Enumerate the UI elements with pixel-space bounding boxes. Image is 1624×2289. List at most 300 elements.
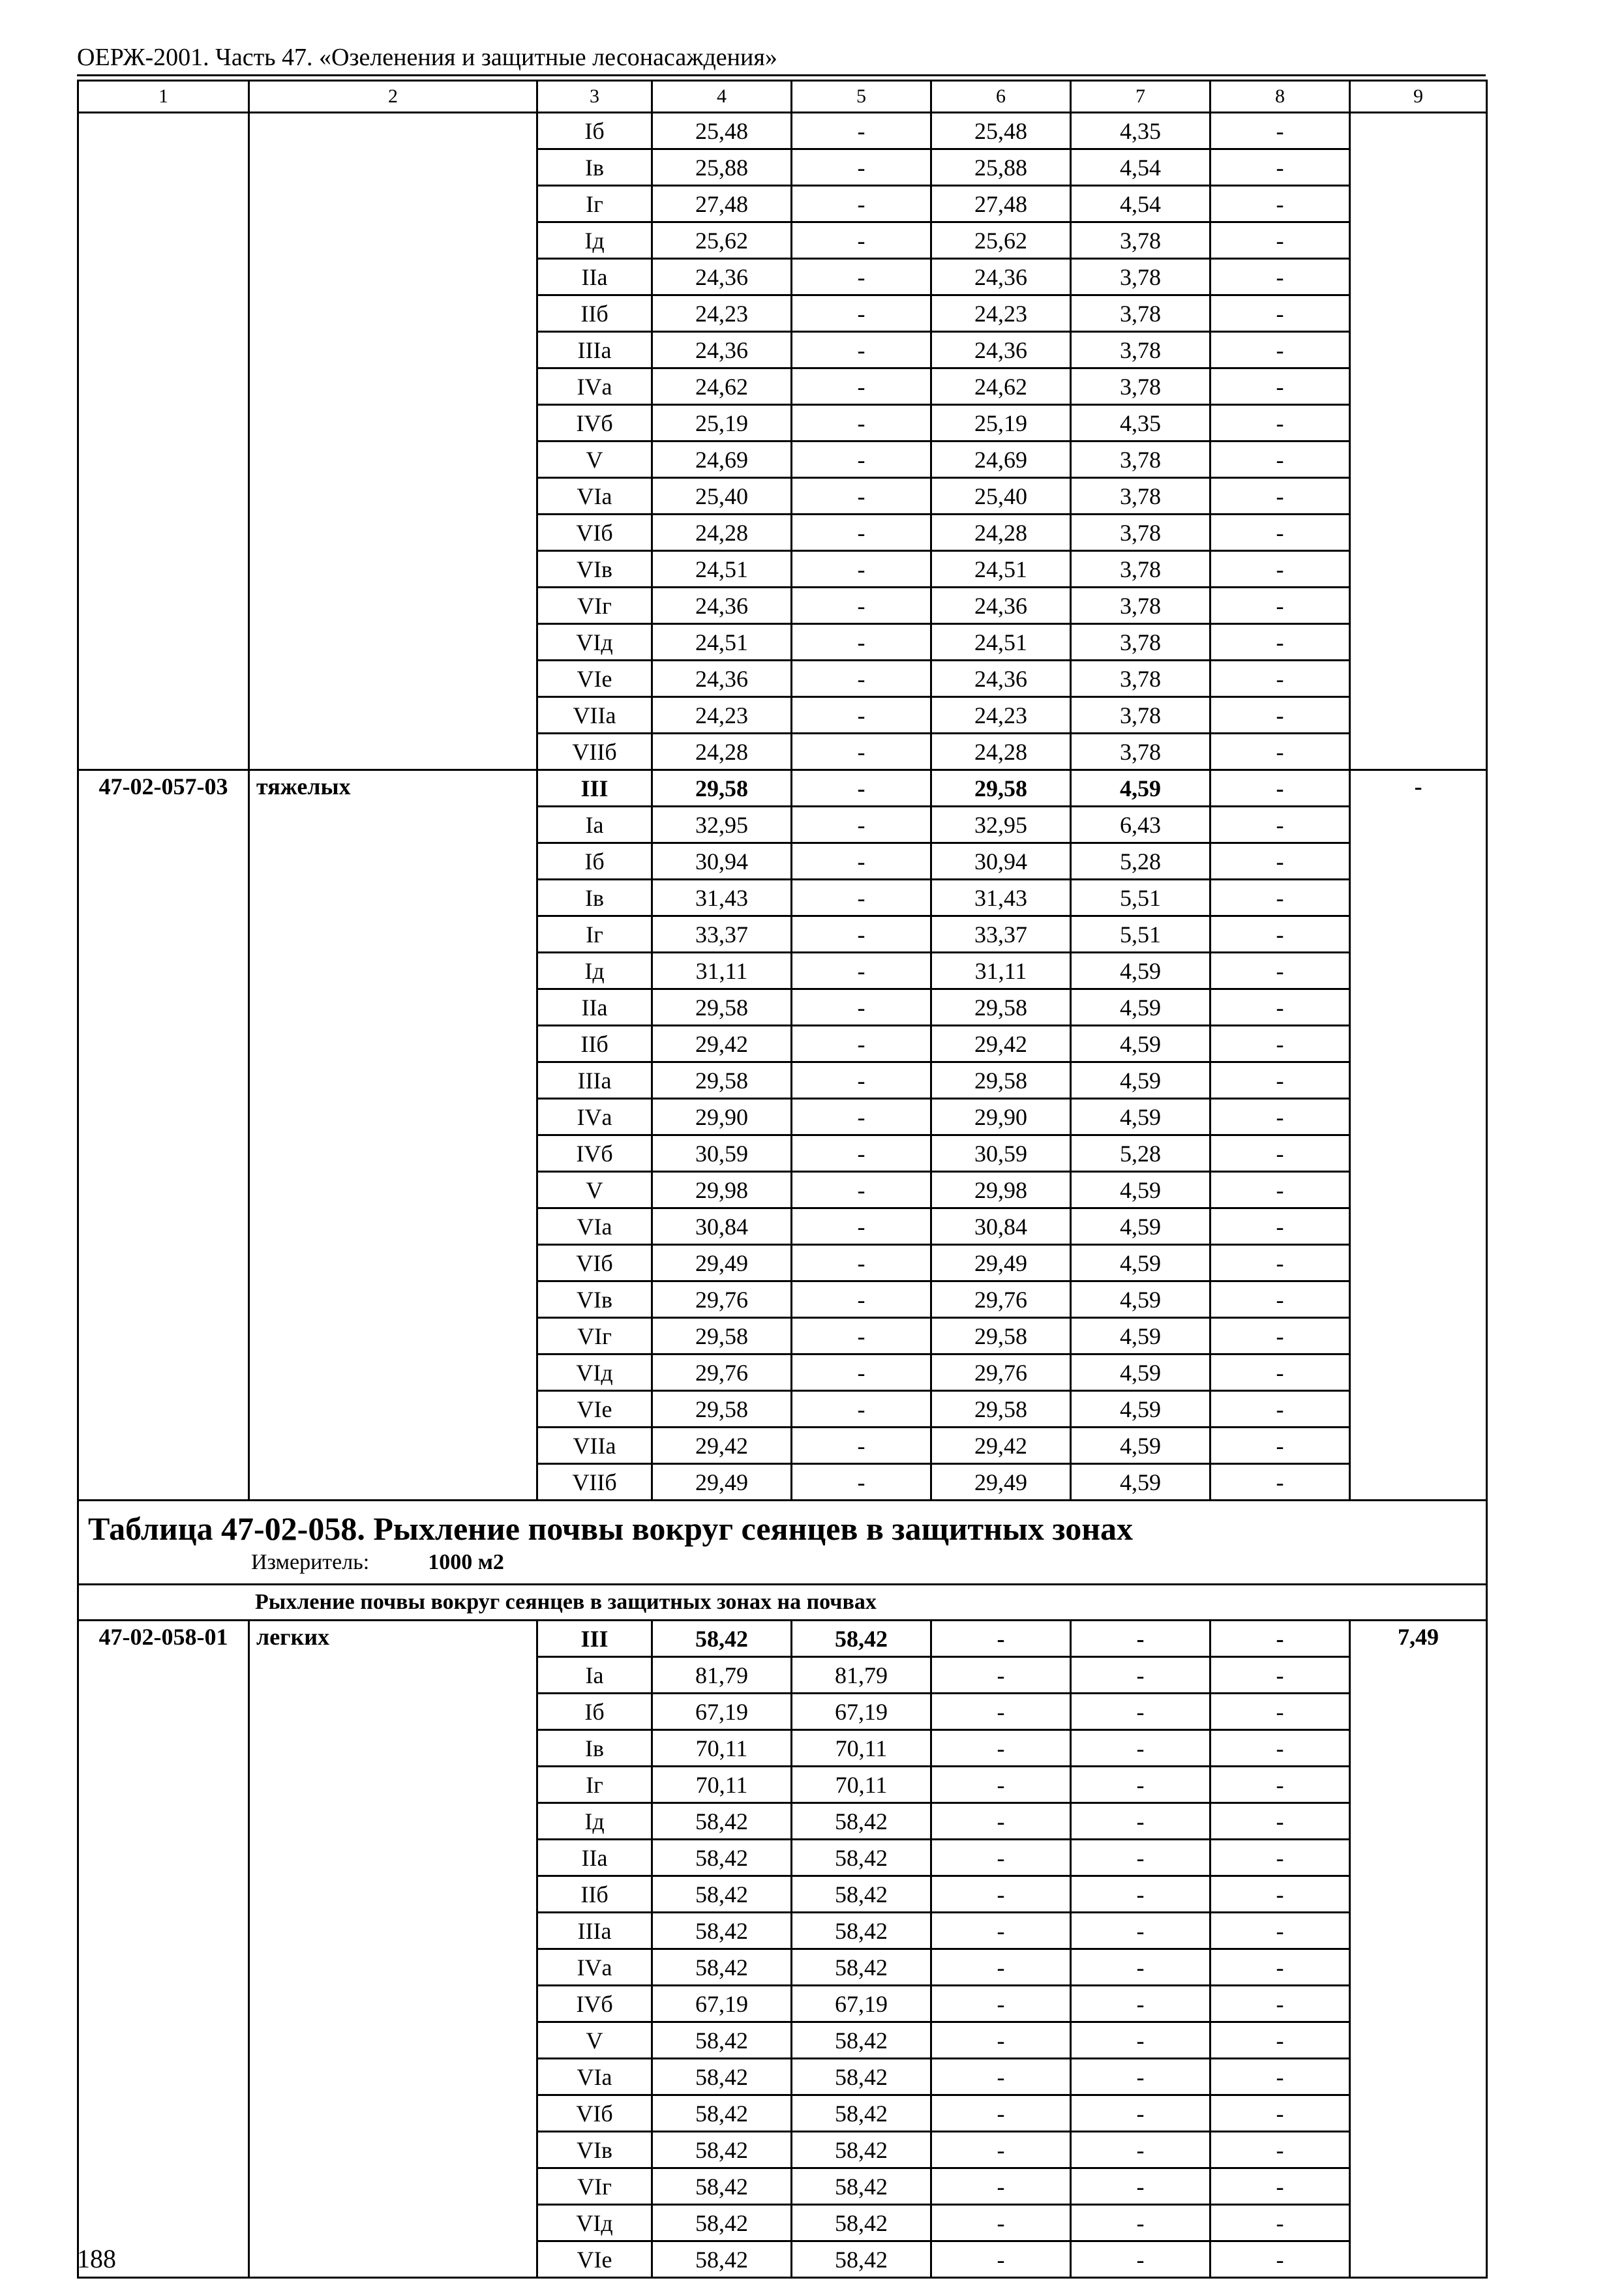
value-cell-col4: 58,42 — [652, 1949, 792, 1986]
value-cell-col8: - — [1210, 2022, 1350, 2059]
value-cell-col8: - — [1210, 368, 1350, 405]
value-cell-col4: 29,42 — [652, 1026, 792, 1062]
value-cell-col7: 4,59 — [1071, 1354, 1210, 1391]
value-cell-col8: - — [1210, 1391, 1350, 1428]
value-cell-col7: 4,59 — [1071, 1391, 1210, 1428]
zone-cell: VIIа — [537, 697, 652, 734]
value-cell-col4: 70,11 — [652, 1767, 792, 1803]
value-cell-col8: - — [1210, 222, 1350, 259]
zone-cell: Iб — [537, 843, 652, 880]
zone-cell: Iв — [537, 149, 652, 186]
value-cell-col5: 70,11 — [792, 1730, 931, 1767]
value-cell-col6: - — [931, 2241, 1071, 2278]
value-cell-col5: - — [792, 1245, 931, 1281]
zone-cell: Iа — [537, 1657, 652, 1694]
value-cell-col8: - — [1210, 551, 1350, 588]
value-cell-col5: - — [792, 1026, 931, 1062]
value-cell-col7: 3,78 — [1071, 624, 1210, 661]
value-cell-col7: 4,59 — [1071, 1062, 1210, 1099]
zone-cell: IVа — [537, 368, 652, 405]
value-cell-col4: 58,42 — [652, 2059, 792, 2095]
value-cell-col7: - — [1071, 2022, 1210, 2059]
value-cell-col6: 29,76 — [931, 1354, 1071, 1391]
table-row-head — [78, 770, 1487, 807]
value-cell-col7: 3,78 — [1071, 332, 1210, 368]
value-cell-col4: 24,36 — [652, 332, 792, 368]
value-cell-col4: 24,62 — [652, 368, 792, 405]
value-cell-col8: - — [1210, 770, 1350, 807]
value-cell-col4: 30,94 — [652, 843, 792, 880]
zone-cell: Iг — [537, 186, 652, 222]
value-cell-col7: - — [1071, 1657, 1210, 1694]
value-cell-col7: 3,78 — [1071, 441, 1210, 478]
zone-cell: IIб — [537, 1876, 652, 1913]
value-cell-col6: 31,43 — [931, 880, 1071, 916]
value-cell-col8: - — [1210, 880, 1350, 916]
value-cell-col4: 58,42 — [652, 1621, 792, 1657]
value-cell-col4: 29,76 — [652, 1354, 792, 1391]
value-cell-col8: - — [1210, 989, 1350, 1026]
value-cell-col7: 4,35 — [1071, 405, 1210, 441]
zone-cell: V — [537, 2022, 652, 2059]
value-cell-col5: 58,42 — [792, 2168, 931, 2205]
zone-cell: VIб — [537, 2095, 652, 2132]
table-title-cell — [78, 1501, 1487, 1585]
value-cell-col7: 5,28 — [1071, 843, 1210, 880]
value-cell-col8: - — [1210, 1464, 1350, 1501]
value-cell-col7: 4,59 — [1071, 953, 1210, 989]
zone-cell: Iд — [537, 953, 652, 989]
value-cell-col7: 4,54 — [1071, 186, 1210, 222]
value-cell-col6: 33,37 — [931, 916, 1071, 953]
value-cell-col6: 24,36 — [931, 661, 1071, 697]
zone-cell: VIб — [537, 1245, 652, 1281]
value-cell-col8: - — [1210, 113, 1350, 149]
value-cell-col5: - — [792, 368, 931, 405]
value-cell-col4: 24,36 — [652, 661, 792, 697]
value-cell-col6: 29,98 — [931, 1172, 1071, 1208]
value-cell-col8: - — [1210, 697, 1350, 734]
value-cell-col5: - — [792, 441, 931, 478]
value-cell-col8: - — [1210, 2241, 1350, 2278]
value-cell-col8: - — [1210, 1135, 1350, 1172]
value-cell-col6: 24,36 — [931, 588, 1071, 624]
value-cell-col5: - — [792, 332, 931, 368]
value-cell-col7: 6,43 — [1071, 807, 1210, 843]
zone-cell: VIIб — [537, 734, 652, 770]
zone-cell: Iд — [537, 222, 652, 259]
value-cell-col6: 29,49 — [931, 1245, 1071, 1281]
value-cell-col4: 81,79 — [652, 1657, 792, 1694]
value-cell-col8: - — [1210, 1621, 1350, 1657]
col9-cell: - — [1350, 770, 1487, 1501]
value-cell-col8: - — [1210, 332, 1350, 368]
value-cell-col6: 29,58 — [931, 1062, 1071, 1099]
value-cell-col5: - — [792, 551, 931, 588]
column-number-2: 2 — [249, 81, 537, 113]
value-cell-col6: 30,59 — [931, 1135, 1071, 1172]
value-cell-col5: - — [792, 843, 931, 880]
value-cell-col8: - — [1210, 916, 1350, 953]
value-cell-col7: 4,59 — [1071, 1099, 1210, 1135]
value-cell-col8: - — [1210, 734, 1350, 770]
value-cell-col5: - — [792, 1062, 931, 1099]
column-number-5: 5 — [792, 81, 931, 113]
value-cell-col4: 58,42 — [652, 1876, 792, 1913]
value-cell-col4: 29,98 — [652, 1172, 792, 1208]
value-cell-col8: - — [1210, 2095, 1350, 2132]
value-cell-col4: 24,51 — [652, 624, 792, 661]
value-cell-col8: - — [1210, 186, 1350, 222]
value-cell-col7: - — [1071, 1840, 1210, 1876]
value-cell-col6: 25,88 — [931, 149, 1071, 186]
value-cell-col8: - — [1210, 953, 1350, 989]
value-cell-col8: - — [1210, 661, 1350, 697]
value-cell-col5: 58,42 — [792, 1621, 931, 1657]
value-cell-col8: - — [1210, 515, 1350, 551]
zone-cell: VIг — [537, 2168, 652, 2205]
value-cell-col8: - — [1210, 1913, 1350, 1949]
value-cell-col5: - — [792, 515, 931, 551]
value-cell-col7: - — [1071, 2095, 1210, 2132]
value-cell-col5: - — [792, 1428, 931, 1464]
value-cell-col6: 24,28 — [931, 515, 1071, 551]
zone-cell: VIа — [537, 2059, 652, 2095]
value-cell-col7: 3,78 — [1071, 661, 1210, 697]
value-cell-col8: - — [1210, 1062, 1350, 1099]
zone-cell: IVб — [537, 1986, 652, 2022]
value-cell-col5: 67,19 — [792, 1986, 931, 2022]
value-cell-col8: - — [1210, 1803, 1350, 1840]
value-cell-col6: - — [931, 1803, 1071, 1840]
value-cell-col6: 29,58 — [931, 1391, 1071, 1428]
value-cell-col6: - — [931, 2132, 1071, 2168]
unit-label: Измеритель: — [251, 1550, 370, 1574]
value-cell-col6: - — [931, 1913, 1071, 1949]
value-cell-col5: - — [792, 916, 931, 953]
value-cell-col5: - — [792, 1099, 931, 1135]
value-cell-col4: 58,42 — [652, 2132, 792, 2168]
value-cell-col4: 29,76 — [652, 1281, 792, 1318]
zone-cell: III — [537, 770, 652, 807]
value-cell-col5: 58,42 — [792, 2241, 931, 2278]
value-cell-col5: 58,42 — [792, 2132, 931, 2168]
value-cell-col6: 29,90 — [931, 1099, 1071, 1135]
value-cell-col8: - — [1210, 295, 1350, 332]
value-cell-col8: - — [1210, 1730, 1350, 1767]
value-cell-col7: 3,78 — [1071, 295, 1210, 332]
value-cell-col6: 24,23 — [931, 295, 1071, 332]
value-cell-col5: 58,42 — [792, 2059, 931, 2095]
value-cell-col7: 4,59 — [1071, 1318, 1210, 1354]
page-header-title: ОЕРЖ-2001. Часть 47. «Озеленения и защитные лесонасаждения» — [77, 44, 777, 71]
value-cell-col7: - — [1071, 2241, 1210, 2278]
value-cell-col7: - — [1071, 1621, 1210, 1657]
value-cell-col7: - — [1071, 2168, 1210, 2205]
value-cell-col8: - — [1210, 1172, 1350, 1208]
value-cell-col4: 58,42 — [652, 2095, 792, 2132]
code-cell: 47-02-058-01 — [78, 1621, 249, 2278]
value-cell-col6: 24,23 — [931, 697, 1071, 734]
zone-cell: VIв — [537, 551, 652, 588]
value-cell-col4: 29,42 — [652, 1428, 792, 1464]
value-cell-col5: 67,19 — [792, 1694, 931, 1730]
value-cell-col4: 31,43 — [652, 880, 792, 916]
value-cell-col5: 58,42 — [792, 1840, 931, 1876]
value-cell-col5: - — [792, 222, 931, 259]
value-cell-col6: 32,95 — [931, 807, 1071, 843]
value-cell-col8: - — [1210, 1949, 1350, 1986]
table-row-head — [78, 1621, 1487, 1657]
unit-value: 1000 м2 — [428, 1550, 504, 1574]
zone-cell: VIд — [537, 624, 652, 661]
zone-cell: IIIа — [537, 1062, 652, 1099]
value-cell-col6: - — [931, 2095, 1071, 2132]
value-cell-col5: - — [792, 295, 931, 332]
value-cell-col7: 4,59 — [1071, 1245, 1210, 1281]
value-cell-col6: - — [931, 1657, 1071, 1694]
value-cell-col5: - — [792, 1318, 931, 1354]
zone-cell: IVа — [537, 1949, 652, 1986]
value-cell-col5: 58,42 — [792, 1913, 931, 1949]
value-cell-col5: - — [792, 697, 931, 734]
value-cell-col7: 3,78 — [1071, 368, 1210, 405]
value-cell-col6: 30,84 — [931, 1208, 1071, 1245]
zone-cell: VIв — [537, 2132, 652, 2168]
value-cell-col8: - — [1210, 478, 1350, 515]
value-cell-col5: - — [792, 807, 931, 843]
value-cell-col8: - — [1210, 1281, 1350, 1318]
value-cell-col6: 25,48 — [931, 113, 1071, 149]
value-cell-col7: 4,59 — [1071, 770, 1210, 807]
value-cell-col8: - — [1210, 807, 1350, 843]
zone-cell: VIд — [537, 1354, 652, 1391]
zone-cell: IIIа — [537, 332, 652, 368]
value-cell-col5: - — [792, 259, 931, 295]
value-cell-col7: 4,59 — [1071, 1172, 1210, 1208]
column-number-1: 1 — [78, 81, 249, 113]
value-cell-col4: 58,42 — [652, 2022, 792, 2059]
value-cell-col4: 58,42 — [652, 2168, 792, 2205]
value-cell-col8: - — [1210, 259, 1350, 295]
value-cell-col4: 24,51 — [652, 551, 792, 588]
value-cell-col4: 29,49 — [652, 1245, 792, 1281]
value-cell-col8: - — [1210, 843, 1350, 880]
value-cell-col7: 4,59 — [1071, 1281, 1210, 1318]
value-cell-col8: - — [1210, 588, 1350, 624]
value-cell-col6: 25,62 — [931, 222, 1071, 259]
zone-cell: VIе — [537, 1391, 652, 1428]
value-cell-col7: - — [1071, 1694, 1210, 1730]
zone-cell: IIа — [537, 259, 652, 295]
zone-cell: Iв — [537, 1730, 652, 1767]
zone-cell: VIг — [537, 588, 652, 624]
value-cell-col6: 24,36 — [931, 259, 1071, 295]
header-rule — [77, 74, 1486, 76]
value-cell-col5: - — [792, 1464, 931, 1501]
value-cell-col6: 25,40 — [931, 478, 1071, 515]
value-cell-col7: - — [1071, 2132, 1210, 2168]
name-cell — [249, 113, 537, 770]
value-cell-col5: 81,79 — [792, 1657, 931, 1694]
value-cell-col6: - — [931, 1986, 1071, 2022]
value-cell-col4: 29,58 — [652, 989, 792, 1026]
value-cell-col5: - — [792, 624, 931, 661]
value-cell-col5: - — [792, 1391, 931, 1428]
value-cell-col6: 29,49 — [931, 1464, 1071, 1501]
value-cell-col4: 31,11 — [652, 953, 792, 989]
value-cell-col7: - — [1071, 2059, 1210, 2095]
value-cell-col6: 24,28 — [931, 734, 1071, 770]
value-cell-col5: - — [792, 113, 931, 149]
column-number-9: 9 — [1350, 81, 1487, 113]
value-cell-col5: 58,42 — [792, 1876, 931, 1913]
value-cell-col8: - — [1210, 2205, 1350, 2241]
zone-cell: Iа — [537, 807, 652, 843]
value-cell-col6: - — [931, 2168, 1071, 2205]
zone-cell: IIа — [537, 1840, 652, 1876]
value-cell-col8: - — [1210, 2132, 1350, 2168]
table-title: Таблица 47-02-058. Рыхление почвы вокруг сеянцев в защитных зонах — [88, 1510, 1134, 1547]
value-cell-col4: 25,19 — [652, 405, 792, 441]
value-cell-col7: 4,59 — [1071, 1026, 1210, 1062]
value-cell-col4: 24,23 — [652, 295, 792, 332]
value-cell-col4: 67,19 — [652, 1986, 792, 2022]
value-cell-col8: - — [1210, 405, 1350, 441]
value-cell-col4: 25,88 — [652, 149, 792, 186]
value-cell-col6: - — [931, 1767, 1071, 1803]
zone-cell: VIIа — [537, 1428, 652, 1464]
value-cell-col5: - — [792, 880, 931, 916]
value-cell-col5: - — [792, 1354, 931, 1391]
zone-cell: IVа — [537, 1099, 652, 1135]
value-cell-col6: 24,36 — [931, 332, 1071, 368]
value-cell-col6: 29,76 — [931, 1281, 1071, 1318]
unit-line — [88, 1548, 1486, 1577]
value-cell-col7: - — [1071, 1767, 1210, 1803]
value-cell-col7: 3,78 — [1071, 697, 1210, 734]
value-cell-col5: - — [792, 734, 931, 770]
value-cell-col8: - — [1210, 624, 1350, 661]
value-cell-col5: - — [792, 1172, 931, 1208]
zone-cell: IIIа — [537, 1913, 652, 1949]
value-cell-col5: - — [792, 1281, 931, 1318]
column-number-4: 4 — [652, 81, 792, 113]
value-cell-col4: 58,42 — [652, 2205, 792, 2241]
zone-cell: VIд — [537, 2205, 652, 2241]
value-cell-col4: 29,49 — [652, 1464, 792, 1501]
value-cell-col4: 24,69 — [652, 441, 792, 478]
value-cell-col5: 58,42 — [792, 2022, 931, 2059]
value-cell-col8: - — [1210, 1099, 1350, 1135]
zone-cell: IVб — [537, 405, 652, 441]
value-cell-col7: 3,78 — [1071, 259, 1210, 295]
value-cell-col7: 3,78 — [1071, 734, 1210, 770]
value-cell-col8: - — [1210, 149, 1350, 186]
zone-cell: IIа — [537, 989, 652, 1026]
value-cell-col4: 29,58 — [652, 1062, 792, 1099]
value-cell-col5: 58,42 — [792, 2095, 931, 2132]
value-cell-col6: 24,62 — [931, 368, 1071, 405]
value-cell-col7: 4,59 — [1071, 1464, 1210, 1501]
value-cell-col6: - — [931, 1949, 1071, 1986]
value-cell-col5: - — [792, 1135, 931, 1172]
value-cell-col4: 70,11 — [652, 1730, 792, 1767]
value-cell-col4: 27,48 — [652, 186, 792, 222]
value-cell-col8: - — [1210, 1026, 1350, 1062]
zone-cell: Iв — [537, 880, 652, 916]
col9-cell: 7,49 — [1350, 1621, 1487, 2278]
value-cell-col5: - — [792, 1208, 931, 1245]
zone-cell: VIв — [537, 1281, 652, 1318]
value-cell-col5: - — [792, 953, 931, 989]
value-cell-col6: 25,19 — [931, 405, 1071, 441]
value-cell-col6: 31,11 — [931, 953, 1071, 989]
value-cell-col7: - — [1071, 1876, 1210, 1913]
column-number-8: 8 — [1210, 81, 1350, 113]
value-cell-col6: - — [931, 1840, 1071, 1876]
table-title-row — [78, 1501, 1487, 1585]
value-cell-col7: 4,59 — [1071, 989, 1210, 1026]
column-number-7: 7 — [1071, 81, 1210, 113]
value-cell-col5: 58,42 — [792, 1949, 931, 1986]
column-number-6: 6 — [931, 81, 1071, 113]
value-cell-col5: - — [792, 588, 931, 624]
value-cell-col4: 30,84 — [652, 1208, 792, 1245]
section-heading-row — [78, 1585, 1487, 1621]
zone-cell: Iг — [537, 916, 652, 953]
value-cell-col8: - — [1210, 1694, 1350, 1730]
name-cell: тяжелых — [249, 770, 537, 1501]
value-cell-col4: 24,36 — [652, 588, 792, 624]
value-cell-col5: 70,11 — [792, 1767, 931, 1803]
value-cell-col6: 29,58 — [931, 989, 1071, 1026]
value-cell-col6: 24,51 — [931, 624, 1071, 661]
zone-cell: VIа — [537, 1208, 652, 1245]
value-cell-col6: 24,51 — [931, 551, 1071, 588]
zone-cell: Iг — [537, 1767, 652, 1803]
value-cell-col7: 5,51 — [1071, 916, 1210, 953]
value-cell-col4: 58,42 — [652, 1840, 792, 1876]
value-cell-col8: - — [1210, 1354, 1350, 1391]
value-cell-col8: - — [1210, 1840, 1350, 1876]
col9-cell — [1350, 113, 1487, 770]
zone-cell: Iб — [537, 113, 652, 149]
value-cell-col6: - — [931, 1876, 1071, 1913]
code-cell — [78, 113, 249, 770]
value-cell-col7: 4,59 — [1071, 1428, 1210, 1464]
value-cell-col8: - — [1210, 1245, 1350, 1281]
value-cell-col5: - — [792, 661, 931, 697]
value-cell-col6: 29,42 — [931, 1026, 1071, 1062]
value-cell-col7: - — [1071, 1913, 1210, 1949]
value-cell-col8: - — [1210, 1428, 1350, 1464]
value-cell-col4: 67,19 — [652, 1694, 792, 1730]
section-heading: Рыхление почвы вокруг сеянцев в защитных зонах на почвах — [78, 1585, 1487, 1621]
value-cell-col7: 5,51 — [1071, 880, 1210, 916]
column-number-row — [78, 81, 1487, 113]
value-cell-col4: 24,28 — [652, 515, 792, 551]
value-cell-col4: 24,23 — [652, 697, 792, 734]
value-cell-col7: - — [1071, 1730, 1210, 1767]
code-cell: 47-02-057-03 — [78, 770, 249, 1501]
value-cell-col6: 27,48 — [931, 186, 1071, 222]
value-cell-col6: - — [931, 2059, 1071, 2095]
value-cell-col8: - — [1210, 1318, 1350, 1354]
zone-cell: Iб — [537, 1694, 652, 1730]
value-cell-col7: - — [1071, 1986, 1210, 2022]
value-cell-col5: - — [792, 149, 931, 186]
